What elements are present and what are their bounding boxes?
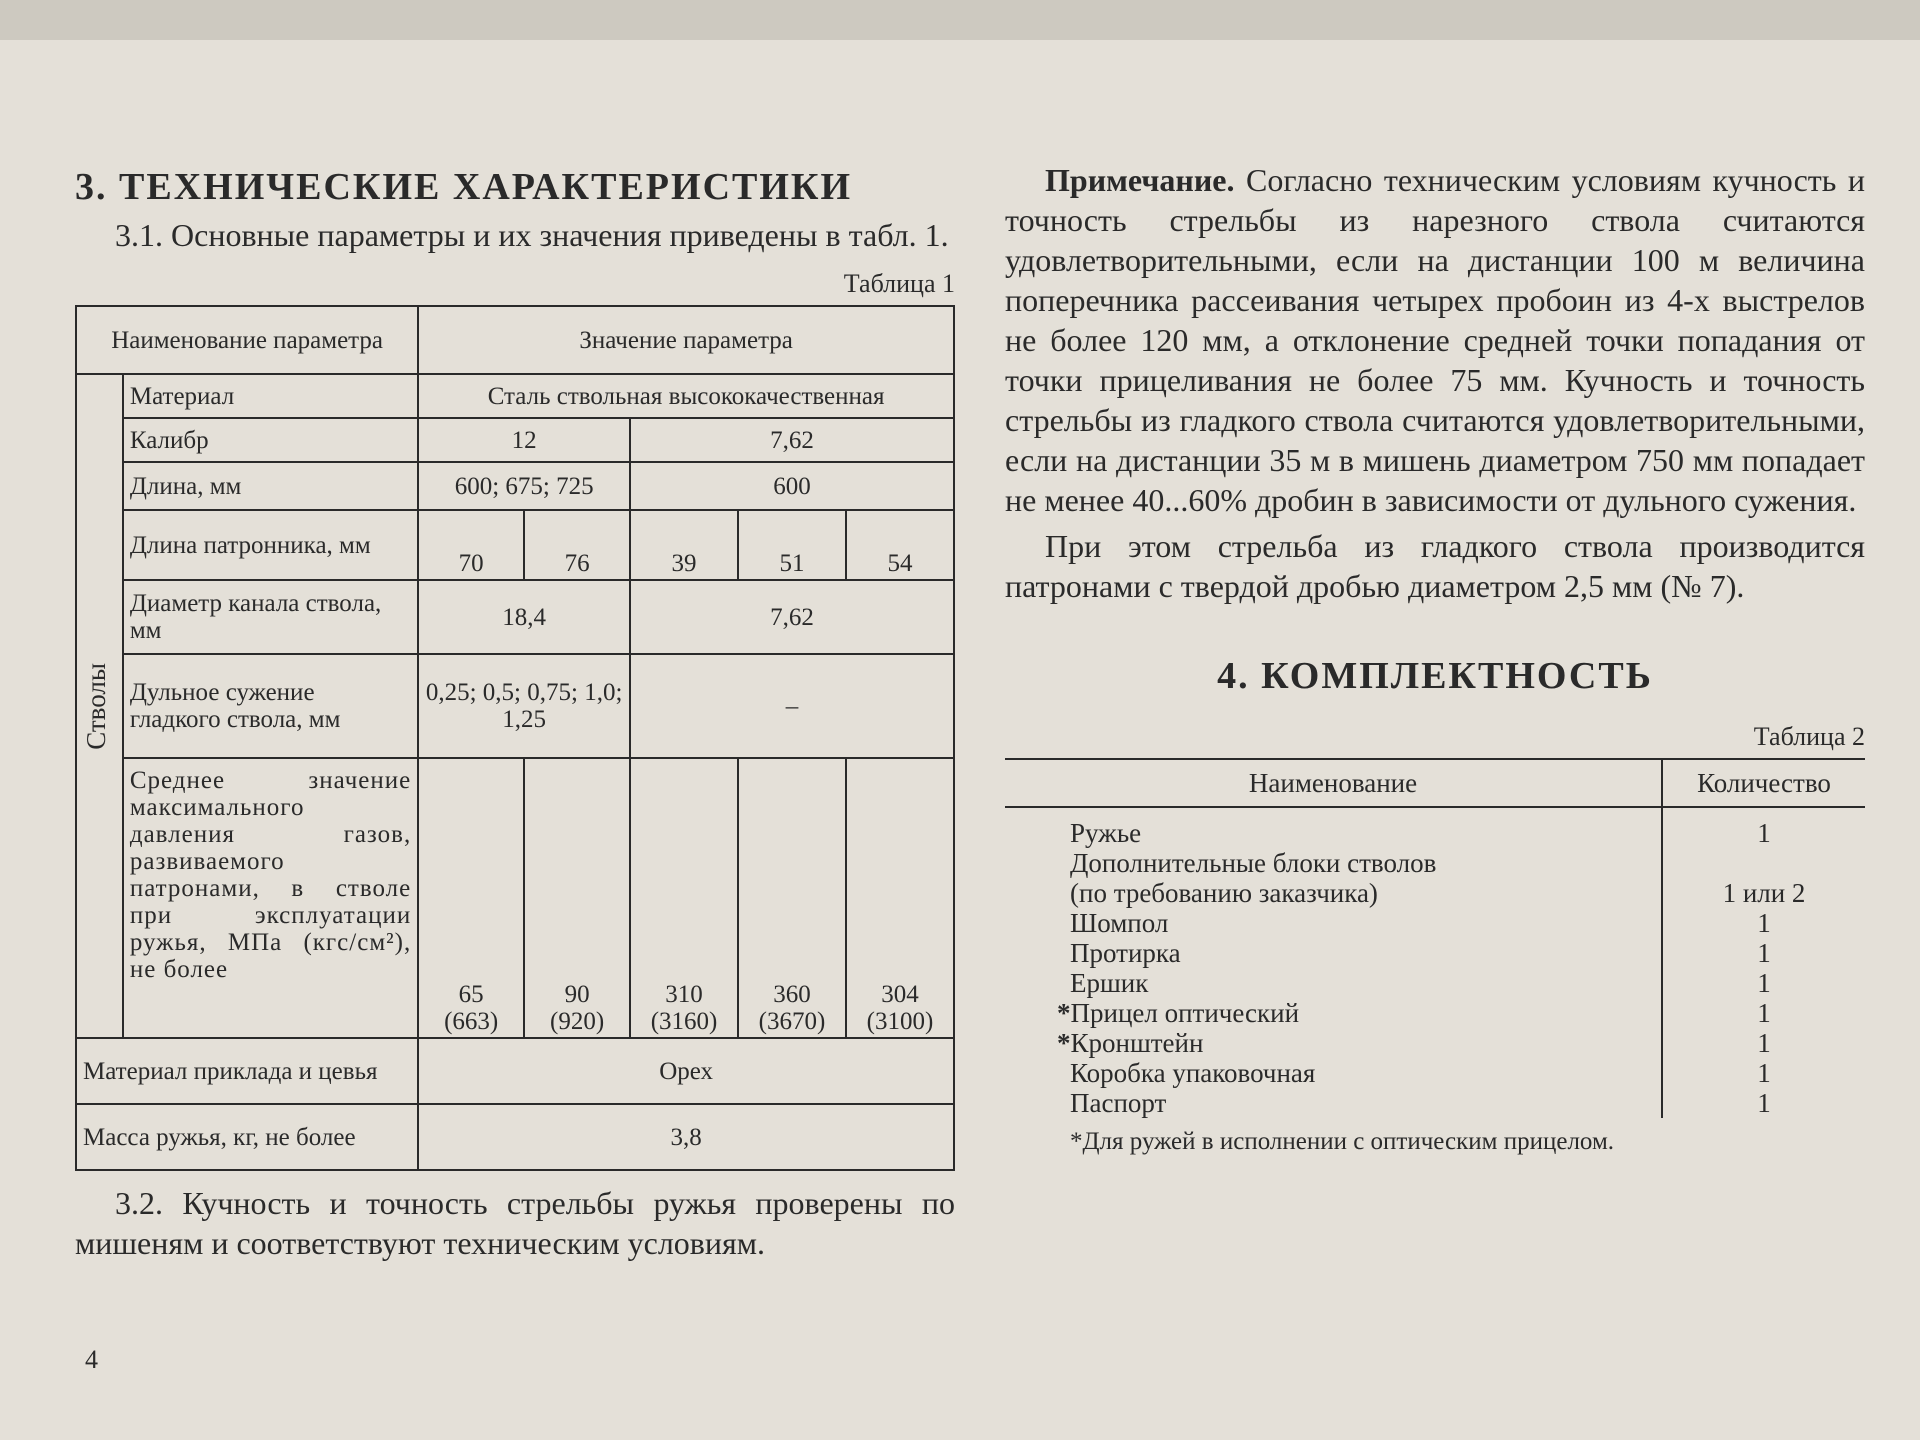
page-number: 4	[85, 1345, 98, 1374]
table-row	[1005, 998, 1865, 1028]
header-name: Наименование	[1005, 759, 1662, 807]
row-value: 18,4	[418, 580, 630, 654]
table-row	[1005, 1058, 1865, 1088]
row-value: Сталь ствольная высококачественная	[418, 374, 954, 418]
item-name: Дополнительные блоки стволов	[1070, 848, 1437, 878]
item-name: Паспорт	[1070, 1088, 1167, 1118]
note-label: Примечание.	[1045, 162, 1235, 198]
item-name: Шомпол	[1070, 908, 1169, 938]
header-param: Наименование параметра	[76, 306, 418, 374]
item-qty: 1	[1662, 968, 1865, 998]
table-row	[1005, 968, 1865, 998]
row-value: 54	[846, 510, 954, 580]
table-row	[76, 1104, 954, 1170]
item-qty: 1	[1662, 908, 1865, 938]
group-cell	[76, 374, 123, 1038]
row-value: 70	[418, 510, 524, 580]
item-name: Кронштейн	[1070, 1028, 1204, 1058]
pressure-cell	[738, 758, 846, 1038]
table-header-row	[76, 306, 954, 374]
section-3-intro: 3.1. Основные параметры и их значения приведены в табл. 1.	[115, 217, 949, 253]
asterisk: *	[1057, 998, 1071, 1028]
table-row	[76, 510, 954, 580]
table-row	[1005, 938, 1865, 968]
header-qty: Количество	[1662, 759, 1865, 807]
table1-caption: Таблица 1	[843, 269, 955, 298]
row-label: Среднее значение максимального давления газов, развиваемого патронами, в стволе при эксплуатации ружья, МПа (кгс/см²), не более	[123, 758, 418, 1038]
item-qty: 1	[1662, 1028, 1865, 1058]
row-value: 7,62	[630, 418, 954, 462]
table-row	[1005, 818, 1865, 848]
item-qty: 1	[1662, 1088, 1865, 1118]
item-name: Ружье	[1070, 818, 1142, 848]
row-label: Калибр	[123, 418, 418, 462]
item-name-cell	[1005, 998, 1662, 1028]
item-name: Прицел оптический	[1070, 998, 1300, 1028]
pressure-kgs: (663)	[444, 1008, 499, 1035]
row-value: 12	[418, 418, 630, 462]
footnote: *Для ружей в исполнении с оптическим прицелом.	[1070, 1128, 1615, 1155]
note-text: Согласно техническим условиям кучность и точность стрельбы из нарезного ствола считаются удовлетворительными, если на дистанции 100 м величина поперечника рассеивания четырех пробоин из 4-х выстрелов не более 120 мм, а отклонение средней точки попадания от точки прицеливания не более 75 мм. Кучность и точность стрельбы из гладкого ствола считаются удовлетворительными, если на дистанции 35 м в мишень диаметром 750 мм попадает не менее 40...60% дробин в зависимости от дульного сужения.	[1005, 162, 1865, 518]
table-row	[76, 654, 954, 758]
pressure-mpa: 360	[773, 981, 811, 1008]
item-name: (по требованию заказчика)	[1070, 878, 1378, 908]
header-value: Значение параметра	[418, 306, 954, 374]
item-qty: 1	[1662, 818, 1865, 848]
pressure-cell	[418, 758, 524, 1038]
item-name-cell	[1005, 1028, 1662, 1058]
item-qty: 1	[1662, 998, 1865, 1028]
row-label: Масса ружья, кг, не более	[76, 1104, 418, 1170]
pressure-kgs: (3160)	[650, 1008, 718, 1035]
table-row	[1005, 878, 1865, 908]
row-value: 3,8	[418, 1104, 954, 1170]
row-label: Диаметр канала ствола, мм	[123, 580, 418, 654]
table-row	[76, 418, 954, 462]
table-row	[76, 374, 954, 418]
table-row	[1005, 1028, 1865, 1058]
pressure-mpa: 90	[564, 981, 590, 1008]
table-row	[1005, 908, 1865, 938]
table-row	[76, 462, 954, 510]
item-qty: 1	[1662, 1058, 1865, 1088]
item-name: Ершик	[1070, 968, 1149, 998]
para-3-2: 3.2. Кучность и точность стрельбы ружья проверены по мишеням и соответствуют техническим условиям.	[75, 1185, 955, 1261]
group-label: Стволы	[81, 662, 111, 750]
pressure-cell	[630, 758, 738, 1038]
item-qty: 1 или 2	[1662, 878, 1865, 908]
pressure-mpa: 304	[881, 981, 919, 1008]
row-value: Орех	[418, 1038, 954, 1104]
pressure-cell	[846, 758, 954, 1038]
table-row	[1005, 848, 1865, 878]
contents-table	[1005, 758, 1865, 1118]
row-value: 600; 675; 725	[418, 462, 630, 510]
table-row	[1005, 1088, 1865, 1118]
specs-table	[75, 305, 955, 1171]
row-label: Дульное сужение гладкого ствола, мм	[123, 654, 418, 758]
item-name: Протирка	[1070, 938, 1181, 968]
section-4-heading: 4. КОМПЛЕКТНОСТЬ	[1217, 655, 1653, 697]
table2-caption: Таблица 2	[1753, 722, 1865, 751]
row-value: 0,25; 0,5; 0,75; 1,0; 1,25	[418, 654, 630, 758]
pressure-mpa: 310	[665, 981, 703, 1008]
left-column	[75, 165, 955, 1263]
pressure-kgs: (3100)	[866, 1008, 934, 1035]
pressure-kgs: (3670)	[758, 1008, 826, 1035]
pressure-cell	[524, 758, 630, 1038]
item-qty	[1662, 848, 1865, 878]
pressure-mpa: 65	[458, 981, 484, 1008]
row-value: 76	[524, 510, 630, 580]
section-3-heading: 3. ТЕХНИЧЕСКИЕ ХАРАКТЕРИСТИКИ	[75, 166, 853, 208]
table-row	[76, 1038, 954, 1104]
pressure-kgs: (920)	[550, 1008, 605, 1035]
asterisk: *	[1057, 1028, 1071, 1058]
row-label: Длина, мм	[123, 462, 418, 510]
row-label: Материал	[123, 374, 418, 418]
row-value: –	[630, 654, 954, 758]
item-name: Коробка упаковочная	[1070, 1058, 1316, 1088]
table-header-row	[1005, 759, 1865, 807]
row-value: 39	[630, 510, 738, 580]
right-column	[1005, 160, 1865, 1156]
table-row	[76, 580, 954, 654]
row-label: Материал приклада и цевья	[76, 1038, 418, 1104]
row-value: 51	[738, 510, 846, 580]
item-qty: 1	[1662, 938, 1865, 968]
row-label: Длина патронника, мм	[123, 510, 418, 580]
note-paragraph-2: При этом стрельба из гладкого ствола производится патронами с твердой дробью диаметром 2,5 мм (№ 7).	[1005, 528, 1865, 604]
table-row	[76, 758, 954, 1038]
row-value: 600	[630, 462, 954, 510]
row-value: 7,62	[630, 580, 954, 654]
note-paragraph	[1005, 160, 1865, 520]
